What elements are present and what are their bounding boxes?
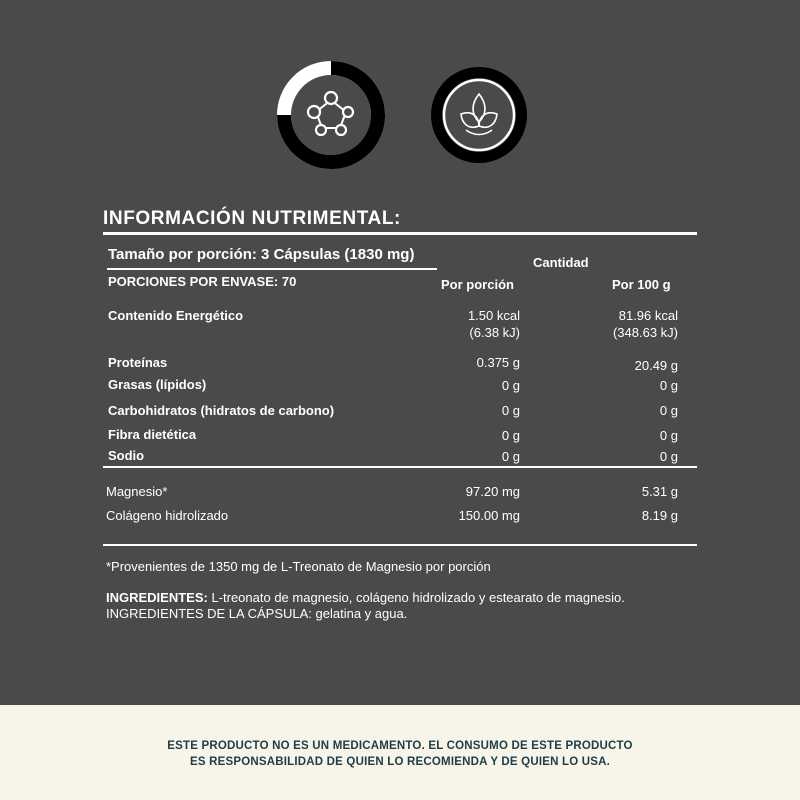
active-label: Colágeno hidrolizado (106, 508, 229, 523)
nutrient-per-serving: 0 g (501, 378, 520, 393)
disclaimer-line: ES RESPONSABILIDAD DE QUIEN LO RECOMIENDA Y DE QUIEN LO USA. (189, 756, 611, 768)
nutrient-label: Sodio (108, 448, 145, 463)
energy-per-100g-kj: (348.63 kJ) (612, 325, 678, 340)
divider-top (103, 232, 697, 235)
active-per-100g: 8.19 g (641, 508, 678, 523)
col-per-serving: Por porción (441, 277, 514, 292)
nutrient-label: Proteínas (108, 355, 168, 370)
nutrient-label: Carbohidratos (hidratos de carbono) (108, 403, 335, 418)
ingredients-text: L-treonato de magnesio, colágeno hidrolizado y estearato de magnesio. (207, 590, 625, 605)
divider-nutrients (103, 466, 697, 468)
divider-bottom (103, 544, 697, 546)
nutrient-per-100g: 0 g (659, 403, 678, 418)
nutrient-per-serving: 0 g (501, 428, 520, 443)
servings-per-container: PORCIONES POR ENVASE: 70 (108, 274, 297, 289)
ingredients-label: INGREDIENTES: (106, 590, 208, 605)
active-per-serving: 150.00 mg (458, 508, 520, 523)
nutrient-per-serving: 0 g (501, 449, 520, 464)
serving-size: Tamaño por porción: 3 Cápsulas (1830 mg) (108, 246, 415, 263)
energy-per-serving-kj: (6.38 kJ) (469, 325, 520, 340)
nutrient-per-100g: 20.49 g (634, 358, 678, 373)
energy-label: Contenido Energético (108, 308, 244, 323)
energy-per-100g-kcal: 81.96 kcal (618, 308, 678, 323)
collagen-ring-icon (424, 60, 534, 170)
disclaimer-line: ESTE PRODUCTO NO ES UN MEDICAMENTO. EL CONSUMO DE ESTE PRODUCTO (167, 740, 633, 752)
capsule-ingredients: INGREDIENTES DE LA CÁPSULA: gelatina y agua. (106, 606, 408, 621)
nutrient-per-serving: 0.375 g (476, 355, 520, 370)
disclaimer (0, 738, 800, 770)
panel-title: INFORMACIÓN NUTRIMENTAL: (103, 208, 401, 229)
active-per-serving: 97.20 mg (465, 484, 520, 499)
molecule-ring-icon (276, 60, 386, 170)
energy-per-serving-kcal: 1.50 kcal (467, 308, 520, 323)
nutrient-per-serving: 0 g (501, 403, 520, 418)
col-per-100g: Por 100 g (612, 277, 671, 292)
ingredients (106, 590, 625, 605)
nutrient-per-100g: 0 g (659, 378, 678, 393)
footnote: *Provenientes de 1350 mg de L-Treonato de Magnesio por porción (106, 559, 491, 574)
nutrient-label: Grasas (lípidos) (108, 377, 207, 392)
nutrient-per-100g: 0 g (659, 428, 678, 443)
divider-serving (107, 268, 437, 270)
nutrient-per-100g: 0 g (659, 449, 678, 464)
active-per-100g: 5.31 g (641, 484, 678, 499)
active-label: Magnesio* (106, 484, 168, 499)
amount-header: Cantidad (533, 255, 589, 270)
nutrient-label: Fibra dietética (108, 427, 197, 442)
